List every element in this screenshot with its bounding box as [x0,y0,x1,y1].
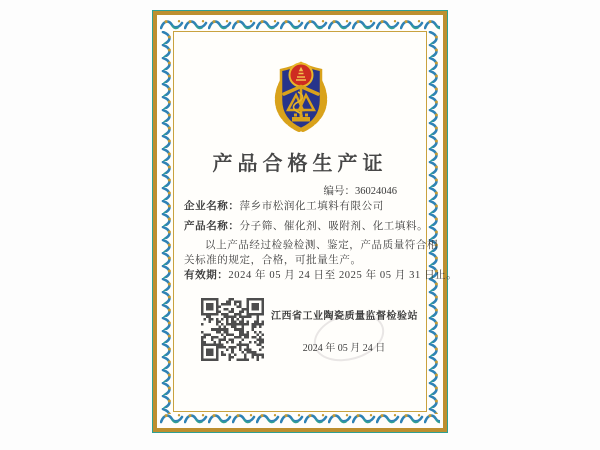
serial-number-line [324,183,398,198]
product-value: 分子筛、催化剂、吸附剂、化工填料。 [239,221,429,232]
statement-line-1: 以上产品经过检验检测、鉴定，产品质量符合相 [205,240,439,251]
serial-label: 编号： [323,186,355,197]
product-name-line [184,218,429,233]
validity-value: 2024 年 05 月 24 日至 2025 年 05 月 31 日止。 [228,270,458,281]
product-label: 产品名称： [184,221,240,232]
ornament-border-top [160,18,440,31]
qr-code [201,298,264,361]
company-value: 萍乡市松润化工填料有限公司 [239,201,384,212]
statement-line-2: 关标准的规定，合格，可批量生产。 [184,255,362,266]
company-name-line [184,198,424,213]
certificate-title: 产品合格生产证 [212,153,388,175]
ornament-border-bottom [160,412,440,425]
ornament-border-left [160,31,173,414]
company-label: 企业名称： [184,201,240,212]
quality-supervision-badge-icon [269,54,333,134]
issue-date: 2024 年 05 月 24 日 [302,343,386,354]
validity-label: 有效期： [184,270,229,281]
issuer-name: 江西省工业陶瓷质量监督检验站 [271,311,418,322]
ornament-border-right [427,31,440,414]
serial-number: 36024046 [355,186,397,197]
certificate-sheet [152,10,458,433]
validity-line [184,267,458,282]
